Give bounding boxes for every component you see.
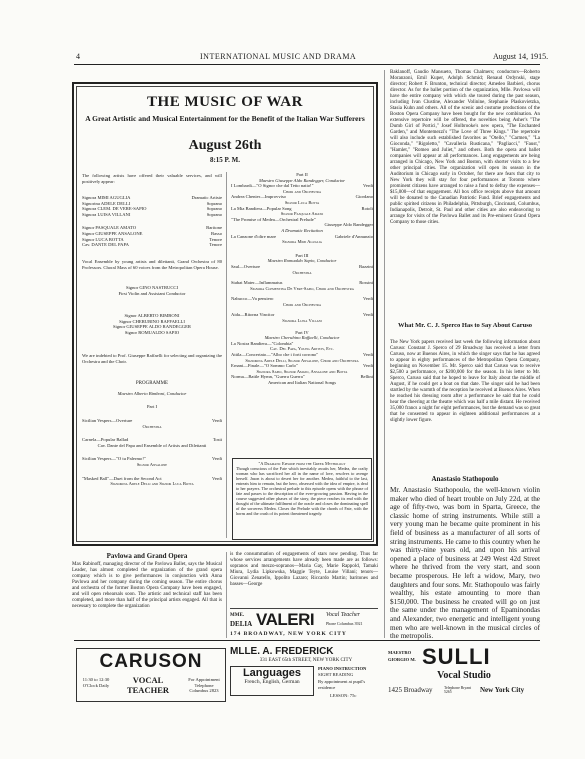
anastasio-heading: Anastasio Stathopoulo xyxy=(431,475,499,483)
soloist-row: Signorina ADELE DELLI Soprano xyxy=(82,200,222,206)
programme-item: Nabucco—Va pensiero Verdi xyxy=(231,296,373,302)
ad-frederick: MLLE. A. FREDERICK 331 EAST 65th STREET, NEW YORK CITY Languages French, English, German PIANO INSTRUCTION SIGHT READING By appointment at pupil's residence LESSON: 75c xyxy=(230,646,367,698)
soloist-row: Cav. DANTE DEL PAPA Tenore xyxy=(82,242,222,248)
ad-delia-valeri: MME. DELIA VALERI Vocal Teacher Phone Columbus 3921 174 BROADWAY, NEW YORK CITY xyxy=(230,608,378,639)
concert-time: 8:15 P. M. xyxy=(209,156,241,164)
conductor-name: Signor ROMUALDO SAPIO xyxy=(124,329,180,335)
programme-item: Carnela—Popular Ballad Tosti xyxy=(82,437,222,443)
ensemble-note: Vocal Ensemble by young artists and dilettanti, Grand Orchestra of 80 Professors. Choral Mass of 60 voices from the Metropolitan Opera House. xyxy=(82,259,222,270)
programme-item: Norma—Battle Hymn, "Guerra Guerra" Bellini xyxy=(231,374,373,380)
programme-item: Ernani—Finale—"O Sommo Carlo" Verdi xyxy=(231,363,373,369)
conductors-list xyxy=(82,313,222,335)
concert-title: THE MUSIC OF WAR xyxy=(147,94,303,110)
programme-item: Sicilian Vespers—"O tu Palermo!" Verdi xyxy=(82,456,222,462)
concert-date: August 26th xyxy=(188,138,262,153)
part1-conductor: Maestro Alberto Bimboni, Conductor xyxy=(117,391,187,396)
header-date: August 14, 1915. xyxy=(493,52,549,61)
programme-item: "The Promise of Medea—Orchestral Prelude" xyxy=(231,216,316,222)
part1-list: Sicilian Vespers—Overture Verdi Orchestra Carnela—Popular Ballad Tosti Cav. Dante del Papa and Ensemble of Artists and Dilettanti Sicilian Vespers—"O tu Palermo!" Verdi Signor Ansalone "Masked Ball"—Duet from the Second Act Verdi Signorina Adele Delli and Signor Luca Botta xyxy=(82,418,222,487)
programme-item: La Nostra Bandiera—"Colombia" xyxy=(231,340,294,346)
caruso-text: The New York papers received last week the following information about Caruso: Constant J. Sperco of 29 Broadway has received a letter from Caruso, now at Buenos Aires, in which the singer says that he has agreed to appear in eighty performances of the Metropolitan Opera Company, beginning on November 15. Mr. Sperco said that Caruso was to receive $2,500 a performance, or $200,000 for the season. In his letter to Mr. Sperco, Caruso said that he hoped to leave for Italy about the middle of August, if he could get a boat on that date. The singer said he had been startled by the warmth of the reception he received at Buenos Aires. When he reached his dressing room after a performance he said that he could hear the cheering at the theatre which was half a mile distant. He received 35,000 francs a night for eight performances, but the demand was so great that he consented to appear in eighteen additional performances at a slightly lower figure. xyxy=(390,340,540,423)
part1-heading: Part I xyxy=(146,404,158,409)
soloists-list xyxy=(82,195,222,248)
conductor-name: Signor CHERUBINO RAFFAELLI xyxy=(119,318,185,324)
soloist-row: Signora MIMI AGUGLIA Dramatic Artiste xyxy=(82,195,222,200)
part2-section: Part II Maestro Giuseppe Aldo Randegger, Conductor I Lombardi—"O Signor che dal Tetto natio!" Verdi Choir and Orchestra Andrea Chenier—Improvviso Giordano Signor Luca Botta La Mia Bandiera—Popular Song Rotoli Signor Pasquale Amato "The Promise of Medea—Orchestral Prelude" Giuseppe Aldo Randegger A Dramatic Recitation La Canzone d'oltre mare Gabriele d'Annunzio Signora Mimi Aguglia Part III Maestro Romualdo Sapio, Conductor Saul—Overture Bazzini Orchestra Stabat Mater—Inflammatus Rossini Signora Clementina De Vere-Sapio, Choir and Orchestra Nabucco—Va pensiero Verdi Choir and Orchestra Aida—Ritorna Vincitor Verdi Signora Luisa Villani Part IV Maestro Cherubino Raffaelli, Conductor La Nostra Bandiera—"Colombia" Cav. Del Papa, Young Artists, Etc. Attila—Concertato—"Albo che i forti corrono" Verdi Signorina Adele Delli, Signor Ansalone, Choir and Orchestra Ernani—Finale—"O Sommo Carlo" Verdi Signora Sapio, Signor Amato, Ansalone and Botta Norma—Battle Hymn, "Guerra Guerra" Bellini American and Italian National Songs xyxy=(231,172,373,385)
programme-item: Aida—Ritorna Vincitor Verdi xyxy=(231,312,373,318)
medea-note-box xyxy=(232,458,372,540)
programme-item: Sicilian Vespers—Overture Verdi xyxy=(82,418,222,423)
caruso-heading: What Mr. C. J. Sperco Has to Say About Caruso xyxy=(398,322,532,329)
concert-intro: The following artists have offered their valuable services, and will positively appear: xyxy=(82,173,222,184)
concert-column-divider xyxy=(226,172,227,538)
programme-item: Saul—Overture Bazzini xyxy=(231,263,373,269)
soloist-row: Signor LUCA BOTTA Tenore xyxy=(82,236,222,242)
ads-top-rule xyxy=(74,640,540,641)
thanks-note: We are indebted to Prof. Giuseppe Raffaelli for selecting and organizing the Orchestra and the Choir. xyxy=(82,353,222,364)
note-title: "A Dramatic Episode from the Greek Mythology xyxy=(258,461,346,466)
programme-item: Stabat Mater—Inflammatus Rossini xyxy=(231,280,373,286)
pavlowa-text: Max Rabinoff, managing director of the Pavlowa Ballet, says the Musical Leader, has almost completed the organization of the grand opera company which is to give performances in conjunction with Anna Pavlowa and her company during the coming season. The entire chorus and orchestra of the former Boston Opera Company have been engaged, and will open rehearsals soon. The artistic and technical staff has been completed, and more than half of the principal artists engaged. All that is necessary to complete the organization xyxy=(72,562,222,609)
soloist-row: Signora CLEM. DE VERE-SAPIO Soprano xyxy=(82,206,222,212)
pavlowa-continued: is the consummation of engagements of stars now pending. Thus far whose services arrangements have already been made are as follows: sopranos and mezzo-sopranos—Maria Gay, Marie Rappold, Tamaki Miura, Lydia Lipkowska, Maggie Teyte, Louise Villani; tenors—Giovanni Zenatello, Ippolito Lazaro; Riccardo Martin; baritones and basses—George xyxy=(230,552,378,587)
anastasio-text: Mr. Anastasio Stathopoulo, the well-known violin maker who died of heart trouble on July 22d, at the age of fifty-two, was born in Sparta, Greece, the classic home of string instruments. While still a very young man he became quite prominent in his field of business as a manufacturer of all sorts of string instruments. He came to this country when he was thirty-nine years old, and upon his arrival opened a place of business at 249 West 42d Street where he thrived from the very start, and soon became prosperous. He left a widow, Mary, two daughters and four sons. Mr. Stathopoulo was fairly wealthy, his estate amounting to more than $150,000. The business he created will go on just the same under the management of Epaminondas and Alexander, two energetic and intelligent young men who are well-known in the musical circles of the metropolis. xyxy=(390,486,540,641)
concert-subtitle: A Great Artistic and Musical Entertainment for the Benefit of the Italian War Sufferers xyxy=(85,114,365,123)
note-text: Though conscious of the Fate which inevitably awaits her, Medea, the crafty woman who has sacrificed her all in the name of love, resolves to avenge herself. Jason is about to desert her for another. Medea, faithful to the last, entreats him to remain, but the hero, obsessed with the idea of empire, is deaf to her prayers. The orchestral prelude to this episode opens with the phrase of fate and passes to the description of the ever-growing passion. Having in the course suggested other phases of the story, the piece reaches its end with the thought of the ultimate fulfilment of the oracle and closes the dominating spell of the sorceress Medea. Closes the Prelude with the chords of Fate, with the horns and the crash of its potent threatened tragedy. xyxy=(236,466,368,517)
soloist-row: Signora LUISA VILLANI Soprano xyxy=(82,211,222,217)
header-rule xyxy=(74,64,540,65)
right-column-divider xyxy=(384,70,385,638)
soloist-row: Signor PASQUALE AMATO Baritone xyxy=(82,225,222,231)
pavlowa-heading: Pavlowa and Grand Opera xyxy=(106,552,188,560)
running-title: INTERNATIONAL MUSIC AND DRAMA xyxy=(200,52,357,61)
nastrucci-role: First Violin and Assistant Conductor xyxy=(118,291,186,296)
column-divider xyxy=(226,552,227,638)
conductor-name: Signor ALBERTO BIMBONI xyxy=(124,313,180,318)
ad-sulli: MAESTRO GIORGIO M. SULLI Vocal Studio 1425 Broadway Telephone Bryant 5265 New York City xyxy=(388,644,525,695)
programme-item: I Lombardi—"O Signor che dal Tetto natio!" Verdi xyxy=(231,183,373,189)
programme-item: "Masked Ball"—Duet from the Second Act Verdi xyxy=(82,475,222,481)
soloist-row: Signor GIUSEPPE ANSALONE Basso xyxy=(82,230,222,236)
programme-item: La Mia Bandiera—Popular Song Rotoli xyxy=(231,205,373,211)
conductor-name: Signor GIUSEPPE ALDO RANDEGGER xyxy=(113,324,191,330)
programme-item: Andrea Chenier—Improvviso Giordano xyxy=(231,194,373,200)
page-number: 4 xyxy=(76,52,80,61)
nastrucci-name: Signor GINO NASTRUCCI xyxy=(125,285,179,290)
programme-heading: PROGRAMME xyxy=(135,381,169,386)
programme-item: La Canzone d'oltre mare Gabriele d'Annunzio xyxy=(231,233,373,239)
ad-caruson: CARUSON 11:30 to 12:30 O'Clock Daily VOCAL TEACHER For Appointment Telephone Columbus 2823 xyxy=(76,648,226,702)
pavlowa-continued-right: Baklanoff, Gaudio Mansueto, Thomas Chalmers; conductors—Roberto Moranzoni, Emil Kuper, Adolph Schmid; Renaud Ordynski, stage director; Robert F. Brunton, technical director; Amedeo Barbieri, chorus director. As for the ballet portion of the organization, Mlle. Pavlowa will have the entire company with which she toured during the past season, including Ivan Clustine, Alexander Volinine, Stephanie Plaskovietzka, Stasia Kuhn and others. All of the scenic and costume productions of the Boston Opera Company have been bought for the new combination. An extensive repertoire will be offered, the novelties being Asher's "The Dumb Girl of Portici," Josef Holbrooke's new opera, "The Enchanted Garden," and Montemezzi's "The Love of Three Kings." The repertoire will also include such established favorites as "Otello," "Carmen," "La Gioconda," "Rigoletto," "Cavalleria Rusticana," "Pagliacci," "Faust," "Hamlet," "Romeo and Juliet," and others. Both the opera and ballet companies will appear at all performances. Long engagements are being arranged in Chicago, New York and Boston, with shorter visits to a few other principal cities. The organization will open its season in the Auditorium in Chicago early in October, for there are fears that city to New York they will stay for four performances at Toronto where prominent citizens have arranged to raise a fund to defray the expenses—$15,000—of that engagement. All box office receipts above that amount will be donated to the Canadian Patriotic Fund. Brief engagements and public spirited citizens in Philadelphia, Pittsburgh, Cincinnati, Columbus, Indianapolis, Detroit, St. Paul and other cities are also endeavoring to arrange for visits of the Pavlowa Ballet and its Pre-eminent Grand Opera Company to those cities. xyxy=(390,70,540,225)
programme-item: Attila—Concertato—"Albo che i forti corrono" Verdi xyxy=(231,352,373,358)
